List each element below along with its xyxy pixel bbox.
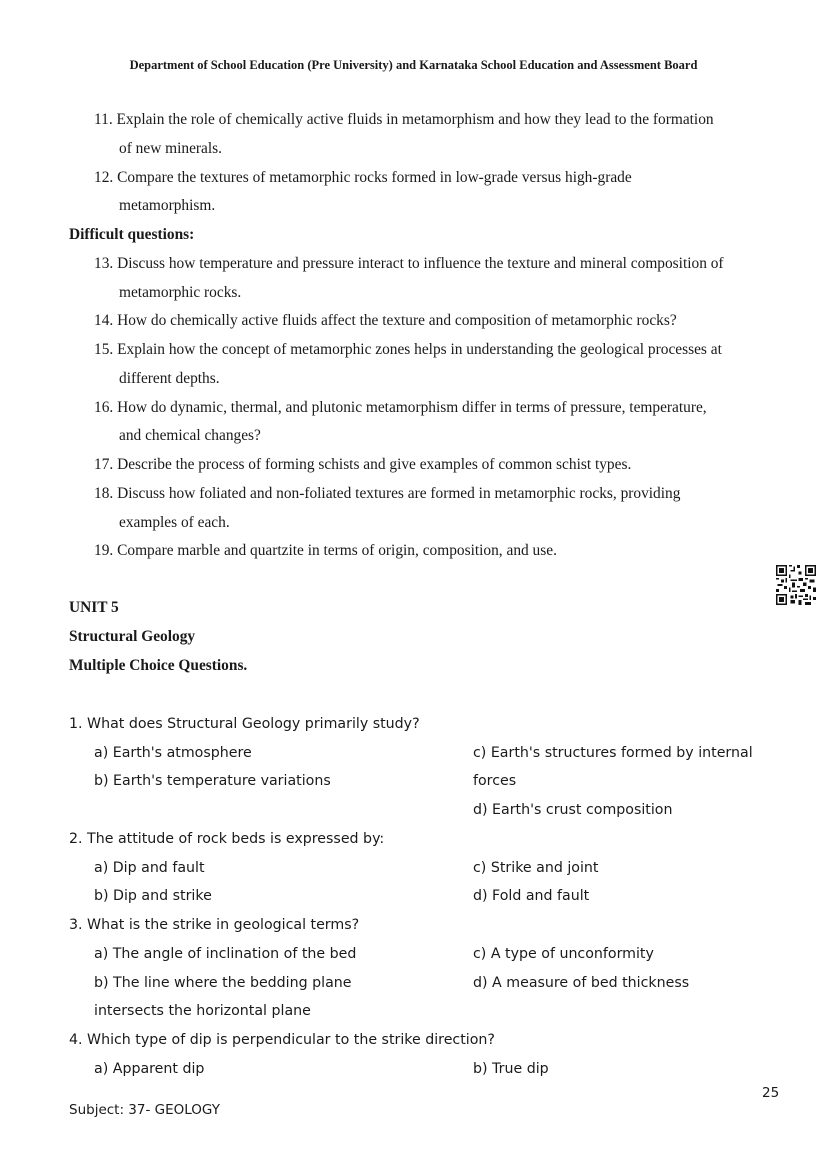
mcq-4-question: 4. Which type of dip is perpendicular to the strike direction? (69, 1032, 495, 1048)
mcq-3-option-a: a) The angle of inclination of the bed (94, 946, 357, 962)
question-number: 19. (94, 542, 114, 559)
question-15 (94, 340, 722, 360)
question-text: Explain the role of chemically active fluids in metamorphism and how they lead to the formation (116, 111, 714, 128)
mcq-2-option-c: c) Strike and joint (473, 860, 599, 876)
question-number: 11. (94, 111, 113, 128)
question-number: 15. (94, 341, 114, 358)
question-number: 12. (94, 169, 114, 186)
mcq-2-option-d: d) Fold and fault (473, 888, 590, 904)
mcq-3-option-d: d) A measure of bed thickness (473, 975, 690, 991)
question-12 (94, 168, 632, 188)
mcq-3-option-b: b) The line where the bedding plane (94, 975, 352, 991)
mcq-3-question: 3. What is the strike in geological terms? (69, 917, 360, 933)
question-12-cont: metamorphism. (119, 197, 216, 214)
mcq-3-option-c: c) A type of unconformity (473, 946, 654, 962)
question-number: 17. (94, 456, 114, 473)
qr-code-icon[interactable] (776, 565, 816, 605)
question-text: Explain how the concept of metamorphic zones helps in understanding the geological processes at (117, 341, 722, 358)
question-text: Discuss how foliated and non-foliated textures are formed in metamorphic rocks, providing (117, 485, 681, 502)
unit-label: UNIT 5 (69, 599, 119, 616)
question-13 (94, 254, 724, 274)
mcq-1-option-c-cont: forces (473, 773, 517, 789)
question-text: Compare marble and quartzite in terms of origin, composition, and use. (117, 542, 557, 559)
mcq-2-option-b: b) Dip and strike (94, 888, 212, 904)
question-text: How do dynamic, thermal, and plutonic metamorphism differ in terms of pressure, temperature, (117, 399, 707, 416)
question-19 (94, 541, 557, 561)
mcq-3-option-b-cont: intersects the horizontal plane (94, 1003, 311, 1019)
mcq-4-option-a: a) Apparent dip (94, 1061, 205, 1077)
question-18 (94, 484, 680, 504)
question-18-cont: examples of each. (119, 514, 230, 531)
mcq-1-option-b: b) Earth's temperature variations (94, 773, 331, 789)
question-15-cont: different depths. (119, 370, 220, 387)
question-number: 14. (94, 312, 114, 329)
question-number: 16. (94, 399, 114, 416)
question-number: 18. (94, 485, 114, 502)
mcq-1-question: 1. What does Structural Geology primarily study? (69, 716, 420, 732)
mcq-2-option-a: a) Dip and fault (94, 860, 205, 876)
question-11 (94, 110, 714, 130)
question-text: How do chemically active fluids affect the texture and composition of metamorphic rocks? (117, 312, 677, 329)
question-number: 13. (94, 255, 114, 272)
mcq-1-option-a: a) Earth's atmosphere (94, 745, 252, 761)
question-14 (94, 311, 677, 331)
question-16-cont: and chemical changes? (119, 427, 261, 444)
mcq-4-option-b: b) True dip (473, 1061, 549, 1077)
question-16 (94, 398, 707, 418)
page-number: 25 (762, 1085, 780, 1101)
mcq-1-option-c: c) Earth's structures formed by internal (473, 745, 753, 761)
mcq-2-question: 2. The attitude of rock beds is expressed by: (69, 831, 385, 847)
question-11-cont: of new minerals. (119, 140, 223, 157)
unit-title: Structural Geology (69, 628, 196, 645)
question-13-cont: metamorphic rocks. (119, 284, 242, 301)
mcq-1-option-d: d) Earth's crust composition (473, 802, 673, 818)
question-17 (94, 455, 631, 475)
mcq-heading: Multiple Choice Questions. (69, 657, 248, 674)
footer-subject: Subject: 37- GEOLOGY (69, 1102, 220, 1118)
difficult-heading: Difficult questions: (69, 226, 195, 243)
question-text: Compare the textures of metamorphic rocks formed in low-grade versus high-grade (117, 169, 632, 186)
question-text: Discuss how temperature and pressure interact to influence the texture and mineral composition of (117, 255, 724, 272)
page-header: Department of School Education (Pre University) and Karnataka School Education and Assessment Board (129, 58, 698, 72)
question-text: Describe the process of forming schists and give examples of common schist types. (117, 456, 632, 473)
